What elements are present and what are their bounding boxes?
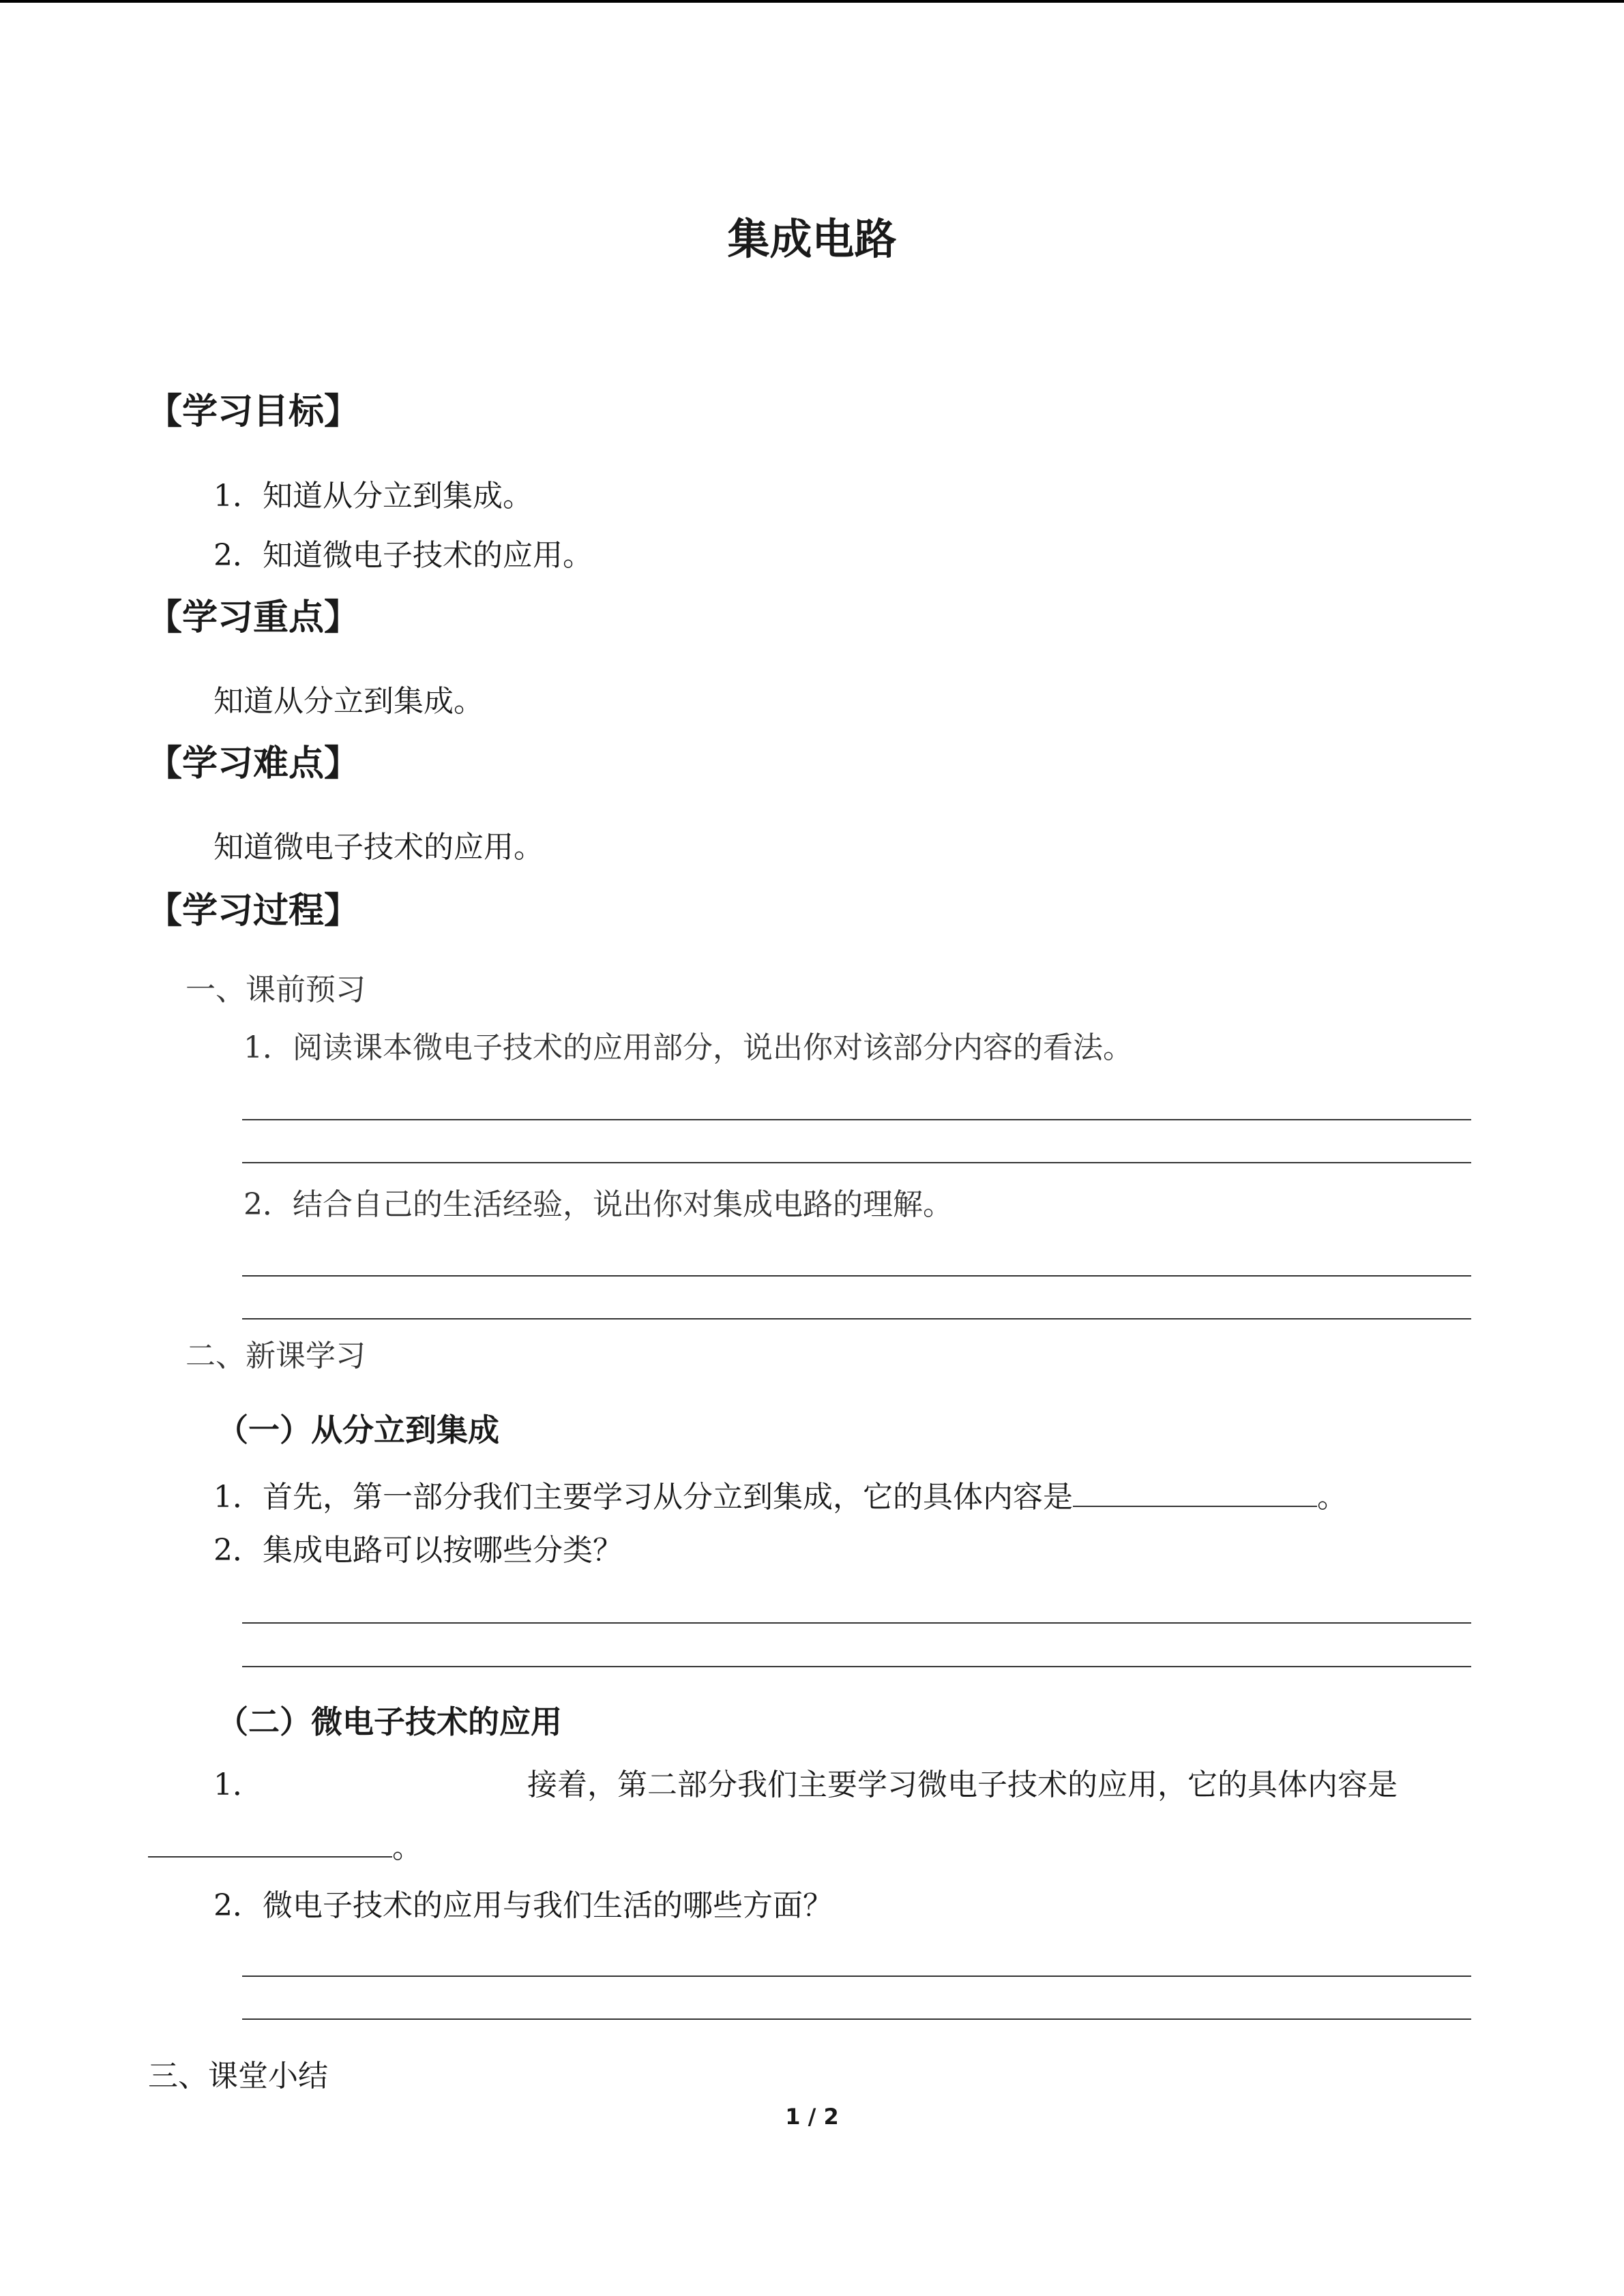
answer-line[interactable]: [242, 1976, 1471, 1977]
answer-line[interactable]: [242, 1275, 1471, 1277]
summary-label: 三、课堂小结: [148, 2059, 328, 2093]
page-top-border: [0, 0, 1624, 3]
answer-line[interactable]: [242, 1119, 1471, 1120]
answer-line[interactable]: [242, 2018, 1471, 2020]
difficulties-text: 知道微电子技术的应用。: [213, 830, 544, 865]
answer-line[interactable]: [242, 1666, 1471, 1667]
preview-question-2: 2．结合自己的生活经验，说出你对集成电路的理解。: [243, 1187, 953, 1222]
new-lesson-label: 二、新课学习: [186, 1339, 366, 1373]
answer-line[interactable]: [242, 1162, 1471, 1163]
part1-question-2: 2．集成电路可以按哪些分类？: [213, 1533, 623, 1568]
part2-question-1-continuation: [148, 1829, 422, 1863]
process-heading: 【学习过程】: [147, 891, 360, 931]
key-points-text: 知道从分立到集成。: [213, 684, 484, 719]
fill-blank[interactable]: [1073, 1478, 1317, 1507]
objective-item: 1．知道从分立到集成。: [213, 479, 533, 513]
part2-heading: （二）微电子技术的应用: [217, 1703, 562, 1740]
fill-blank[interactable]: [148, 1829, 392, 1858]
key-points-heading: 【学习重点】: [147, 597, 360, 638]
preview-label: 一、课前预习: [186, 972, 366, 1007]
part2-question-1-suffix: 。: [392, 1830, 422, 1865]
part1-question-1: [213, 1478, 1347, 1515]
objective-item: 2．知道微电子技术的应用。: [213, 538, 593, 573]
page-title: 集成电路: [727, 214, 897, 264]
difficulties-heading: 【学习难点】: [147, 743, 360, 784]
answer-line[interactable]: [242, 1318, 1471, 1320]
part1-heading: （一）从分立到集成: [217, 1412, 499, 1448]
answer-line[interactable]: [242, 1622, 1471, 1624]
part1-question-1-suffix: 。: [1317, 1480, 1347, 1515]
part1-question-1-text: 1．首先，第一部分我们主要学习从分立到集成，它的具体内容是: [213, 1480, 1073, 1515]
page-number: 1 / 2: [785, 2104, 839, 2130]
part2-question-1-text: 接着，第二部分我们主要学习微电子技术的应用，它的具体内容是: [527, 1768, 1398, 1802]
preview-question-1: 1．阅读课本微电子技术的应用部分，说出你对该部分内容的看法。: [243, 1030, 1133, 1065]
part2-question-2: 2．微电子技术的应用与我们生活的哪些方面？: [213, 1888, 833, 1923]
objectives-heading: 【学习目标】: [147, 391, 360, 432]
part2-question-1-number: 1．: [213, 1768, 263, 1802]
